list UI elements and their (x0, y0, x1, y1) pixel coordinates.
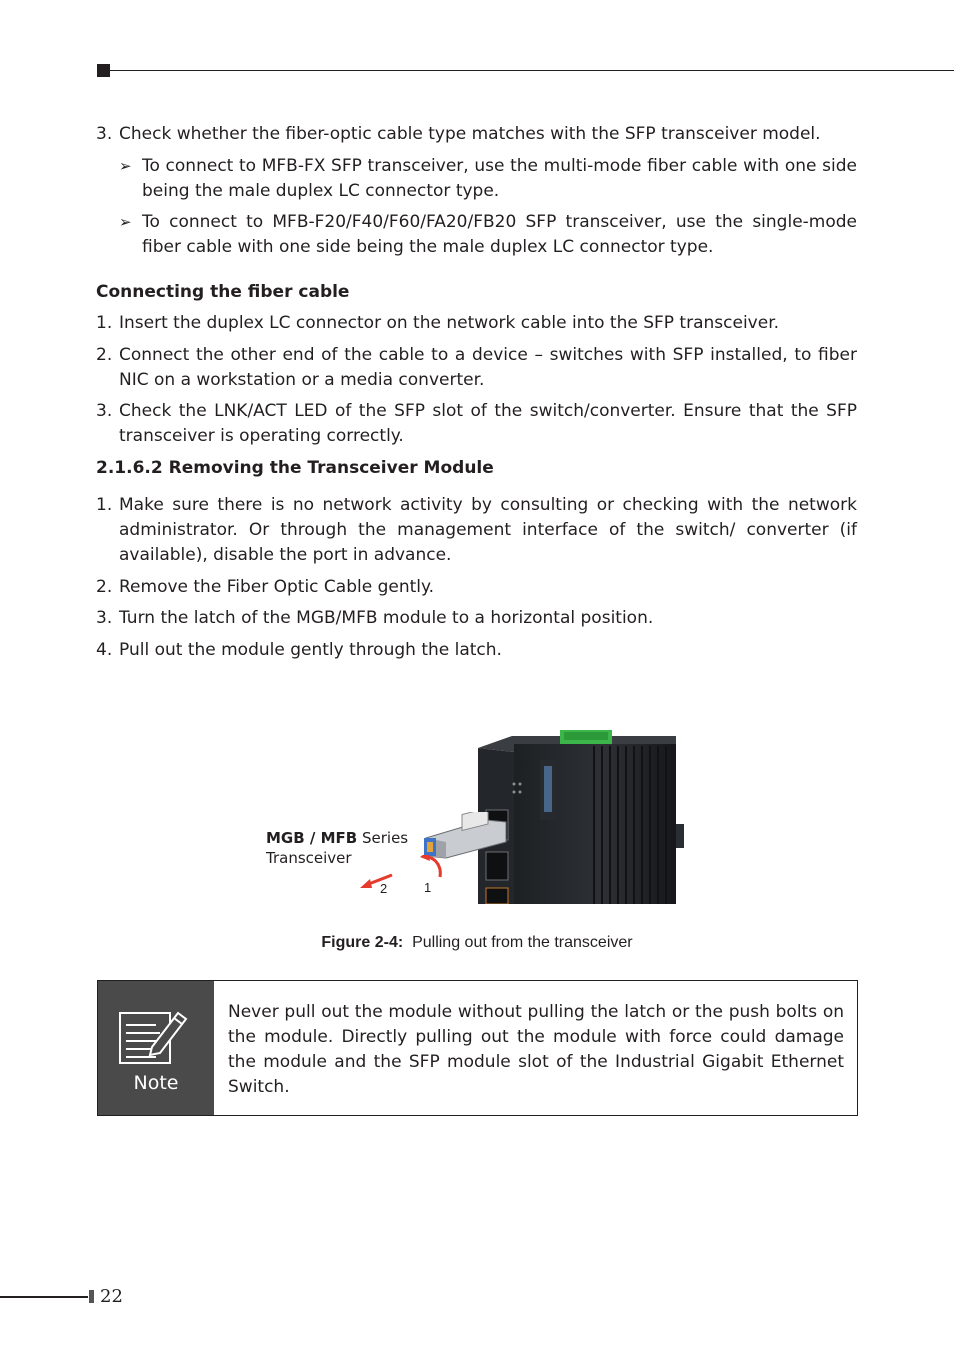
caption-label: Figure 2-4: (321, 934, 404, 951)
list-text: Check whether the fiber-optic cable type matches with the SFP transceiver model. (119, 124, 821, 144)
step-one-label: 1 (424, 880, 432, 895)
section-heading-removing: 2.1.6.2 Removing the Transceiver Module (96, 458, 494, 478)
page-number: 22 (100, 1286, 123, 1307)
callout-series: Series (361, 829, 409, 847)
caption-text: Pulling out from the transceiver (412, 934, 633, 951)
list-item (96, 575, 857, 600)
list-text: Pull out the module gently through the latch. (119, 640, 502, 660)
step-3-fiber-check (96, 122, 857, 147)
bullet-multimode (96, 154, 857, 204)
note-label: Note (133, 1072, 179, 1094)
list-number: 3. (96, 124, 113, 144)
bullet-text: To connect to MFB-F20/F40/F60/FA20/FB20 SFP transceiver, use the single-mode fiber cable with one side being the male duplex LC connector type. (142, 212, 857, 257)
footer-rule (0, 1296, 88, 1298)
din-rail-clip (676, 824, 684, 848)
list-item (96, 399, 857, 449)
pull-out-arrowhead (360, 879, 372, 888)
pull-arrows (356, 855, 476, 900)
latch-arrowhead (420, 855, 430, 861)
arrow-bullet-icon: ➢ (119, 213, 132, 231)
list-text: Check the LNK/ACT LED of the SFP slot of the switch/converter. Ensure that the SFP transceiver is operating correctly. (119, 401, 857, 446)
section-heading-connecting: Connecting the fiber cable (96, 282, 350, 302)
list-text: Remove the Fiber Optic Cable gently. (119, 577, 435, 597)
step-two-label: 2 (380, 881, 388, 896)
arrow-bullet-icon: ➢ (119, 157, 132, 175)
note-text: Never pull out the module without pulling the latch or the push bolts on the module. Directly pulling out the module with force could damage the module and the SFP module slot of the Industrial Gigabit Ethernet Switch. (228, 1002, 844, 1097)
list-number: 4. (96, 640, 113, 660)
note-sidebar (98, 981, 214, 1115)
list-item (96, 493, 857, 568)
list-text: Connect the other end of the cable to a device – switches with SFP installed, to fiber NIC on a workstation or a media converter. (119, 345, 857, 390)
list-number: 3. (96, 608, 113, 628)
figure-caption (0, 934, 954, 952)
list-item (96, 606, 857, 631)
list-number: 1. (96, 313, 113, 333)
note-pen-icon (116, 1007, 196, 1067)
list-number: 2. (96, 345, 113, 365)
list-text: Make sure there is no network activity by consulting or checking with the network administrator. Or through the management interface of the switch/ converter (if available), disable the port in advance. (119, 495, 857, 565)
list-item (96, 343, 857, 393)
list-number: 1. (96, 495, 113, 515)
bullet-text: To connect to MFB-FX SFP transceiver, use the multi-mode fiber cable with one side being the male duplex LC connector type. (142, 156, 857, 201)
list-item (96, 638, 857, 663)
list-text: Insert the duplex LC connector on the network cable into the SFP transceiver. (119, 313, 780, 333)
footer-mark (89, 1290, 94, 1303)
bullet-singlemode (96, 210, 857, 260)
note-box (97, 980, 858, 1116)
header-square (97, 64, 110, 77)
list-text: Turn the latch of the MGB/MFB module to a horizontal position. (119, 608, 654, 628)
list-item (96, 311, 857, 336)
callout-transceiver: Transceiver (266, 849, 352, 867)
list-number: 2. (96, 577, 113, 597)
header-rule (110, 70, 954, 71)
list-number: 3. (96, 401, 113, 421)
callout-bold: MGB / MFB (266, 829, 358, 847)
page-content (96, 122, 857, 663)
